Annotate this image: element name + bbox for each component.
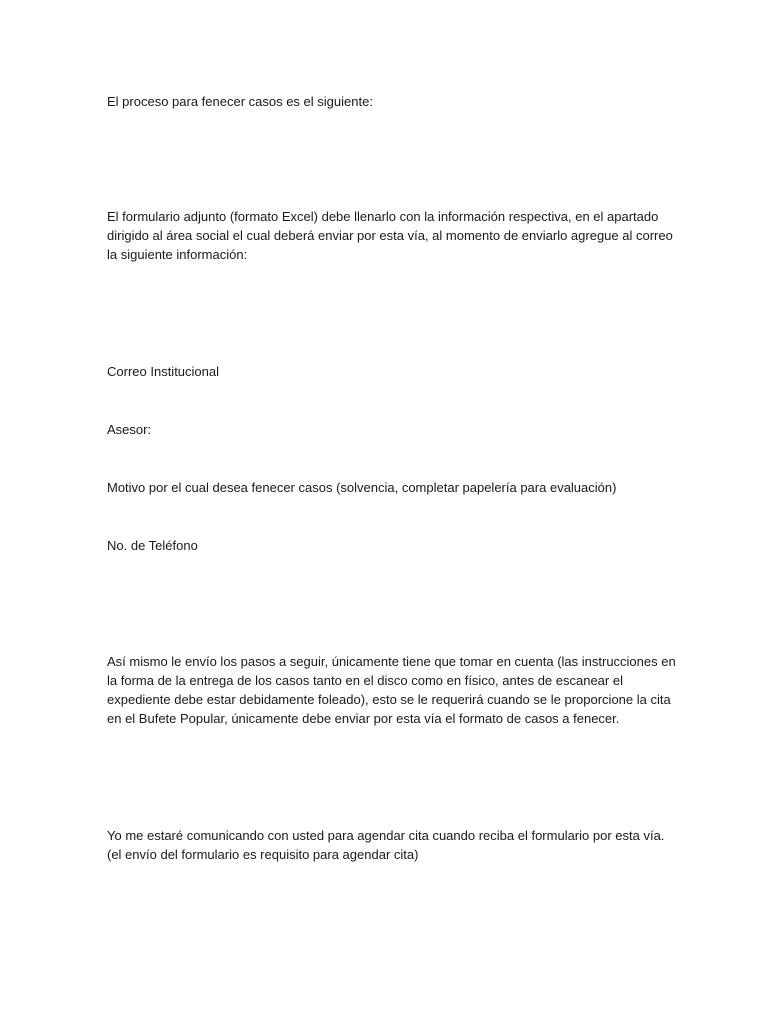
field-correo: [107, 362, 667, 381]
field-asesor: [107, 420, 667, 439]
steps-line: en el Bufete Popular, únicamente debe enviar por esta vía el formato de casos a fenecer.: [107, 711, 620, 726]
steps-line: Así mismo le envío los pasos a seguir, únicamente tiene que tomar en cuenta (las instrucciones en: [107, 654, 676, 669]
field-telefono-label: No. de Teléfono: [107, 538, 198, 553]
steps-paragraph: [107, 652, 676, 728]
field-telefono: [107, 536, 667, 555]
form-instructions-line: dirigido al área social el cual deberá enviar por esta vía, al momento de enviarlo agregue al correo: [107, 228, 673, 243]
form-instructions-paragraph: [107, 207, 673, 264]
field-correo-label: Correo Institucional: [107, 364, 219, 379]
form-instructions-line: El formulario adjunto (formato Excel) debe llenarlo con la información respectiva, en el apartado: [107, 209, 659, 224]
form-instructions-line: la siguiente información:: [107, 247, 248, 262]
closing-line: Yo me estaré comunicando con usted para agendar cita cuando reciba el formulario por esta vía.: [107, 828, 665, 843]
steps-line: expediente debe estar debidamente foleado), esto se le requerirá cuando se le proporcione la cita: [107, 692, 671, 707]
steps-line: la forma de la entrega de los casos tanto en el disco como en físico, antes de escanear el: [107, 673, 623, 688]
field-asesor-label: Asesor:: [107, 422, 152, 437]
field-motivo-label: Motivo por el cual desea fenecer casos (solvencia, completar papelería para evaluación): [107, 480, 617, 495]
intro-text: El proceso para fenecer casos es el siguiente:: [107, 94, 373, 109]
field-motivo: [107, 478, 667, 497]
closing-line: (el envío del formulario es requisito para agendar cita): [107, 847, 419, 862]
intro-paragraph: [107, 92, 667, 111]
closing-paragraph: [107, 826, 667, 864]
